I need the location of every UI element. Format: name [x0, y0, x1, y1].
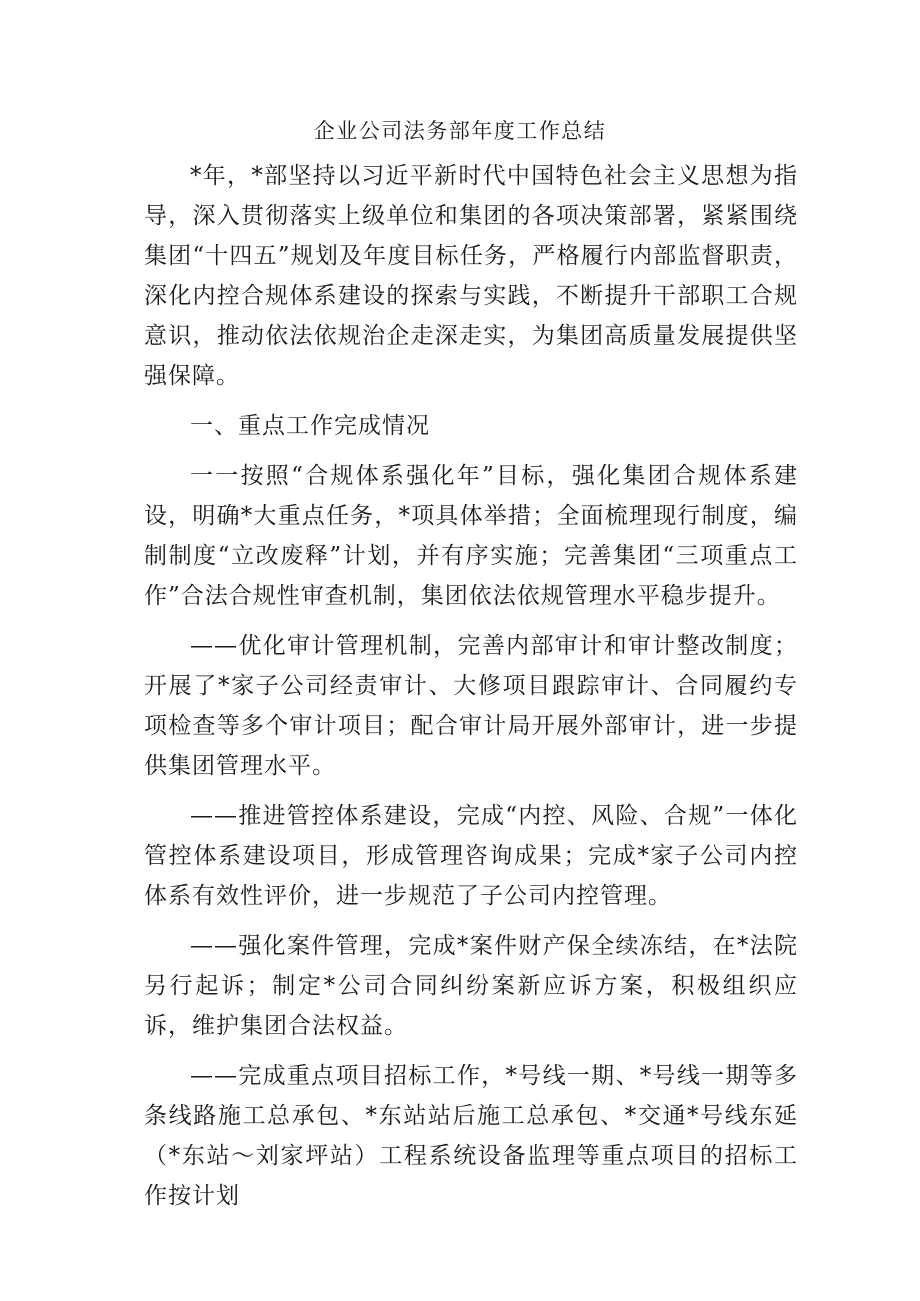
body-paragraph: 一一按照“合规体系强化年”目标，强化集团合规体系建设，明确*大重点任务，*项具体举措；全面梳理现行制度，编制制度“立改废释”计划，并有序实施；完善集团“三项重点工作”合法合规性审查机制，集团依法依规管理水平稳步提升。 [144, 463, 798, 609]
intro-paragraph: *年，*部坚持以习近平新时代中国特色社会主义思想为指导，深入贯彻落实上级单位和集团的各项决策部署，紧紧围绕集团“十四五”规划及年度目标任务，严格履行内部监督职责，深化内控合规体系建设的探索与实践，不断提升干部职工合规意识，推动依法依规治企走深走实，为集团高质量发展提供坚强保障。 [144, 163, 798, 389]
body-paragraph: ——推进管控体系建设，完成“内控、风险、合规”一体化管控体系建设项目，形成管理咨询成果；完成*家子公司内控体系有效性评价，进一步规范了子公司内控管理。 [144, 803, 798, 909]
body-paragraph: ——完成重点项目招标工作，*号线一期、*号线一期等多条线路施工总承包、*东站站后施工总承包、*交通*号线东延（*东站～刘家坪站）工程系统设备监理等重点项目的招标工作按计划 [144, 1063, 798, 1209]
section-heading: 一、重点工作完成情况 [190, 413, 430, 439]
document-title: 企业公司法务部年度工作总结 [313, 119, 607, 143]
document-body [144, 156, 798, 1226]
body-paragraph: ——强化案件管理，完成*案件财产保全续冻结，在*法院另行起诉；制定*公司合同纠纷案新应诉方案，积极组织应诉，维护集团合法权益。 [144, 933, 798, 1039]
body-paragraph: ——优化审计管理机制，完善内部审计和审计整改制度；开展了*家子公司经责审计、大修项目跟踪审计、合同履约专项检查等多个审计项目；配合审计局开展外部审计，进一步提供集团管理水平。 [144, 633, 798, 779]
